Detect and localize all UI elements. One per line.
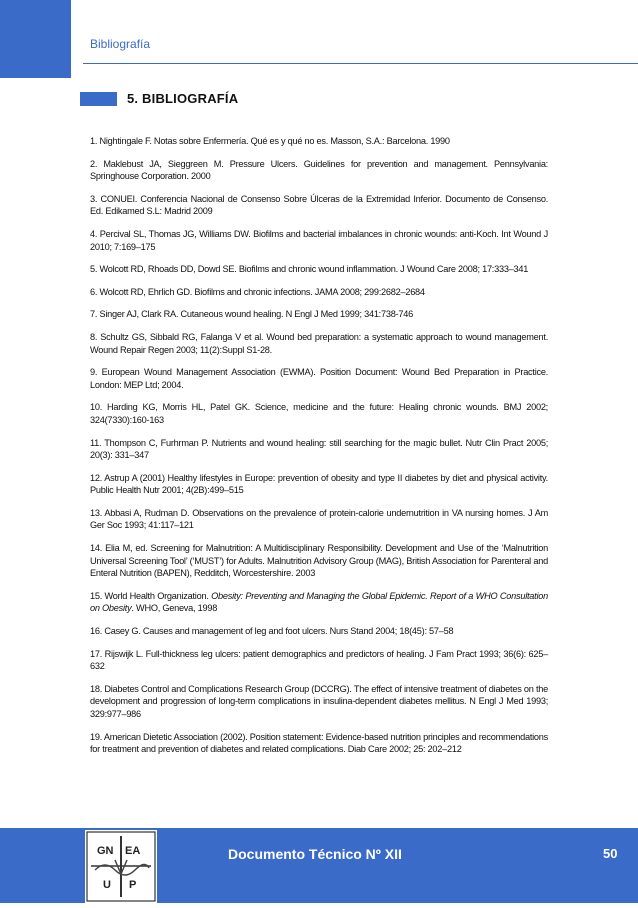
reference-item: 7. Singer AJ, Clark RA. Cutaneous wound healing. N Engl J Med 1999; 341:738-746: [90, 309, 413, 320]
running-header: Bibliografía: [90, 37, 151, 51]
reference-item: [90, 590, 548, 615]
section-marker-bar: [80, 92, 117, 106]
svg-text:GN: GN: [97, 845, 114, 857]
page-number: 50: [603, 846, 618, 861]
reference-item: 2. Maklebust JA, Sieggreen M. Pressure Ulcers. Guidelines for prevention and management. Pennsylvania: Springhouse Corporation. 2000: [90, 158, 548, 182]
gneaupp-logo: [85, 830, 157, 903]
document-title: Documento Técnico Nº XII: [228, 846, 402, 862]
reference-text: 15. World Health Organization.: [90, 590, 212, 601]
reference-item: 9. European Wound Management Association (EWMA). Position Document: Wound Bed Preparation in Practice. London: MEP Ltd; 2004.: [90, 367, 548, 390]
reference-item: 6. Wolcott RD, Ehrlich GD. Biofilms and chronic infections. JAMA 2008; 299:2682–2684: [90, 286, 425, 297]
header-divider: [83, 63, 638, 64]
header-corner-block: [0, 0, 71, 78]
reference-list: [90, 135, 548, 766]
reference-item: 17. Rijswijk L. Full-thickness leg ulcers: patient demographics and predictors of healing. J Fam Pract 1993; 36(6): 625–632: [90, 648, 548, 672]
reference-italic-title: Obesity: Preventing and Managing the Global Epidemic. Report of a WHO Consultation on Obesity: [90, 590, 548, 614]
reference-item: 12. Astrup A (2001) Healthy lifestyles in Europe: prevention of obesity and type II diabetes by diet and physical activity. Public Health Nutr 2001; 4(2B):499–515: [90, 472, 548, 496]
reference-item: 1. Nightingale F. Notas sobre Enfermería. Qué es y qué no es. Masson, S.A.: Barcelona. 1990: [90, 136, 450, 146]
svg-text:U: U: [103, 879, 111, 891]
reference-item: 11. Thompson C, Furhrman P. Nutrients and wound healing: still searching for the magic bullet. Nutr Clin Pract 2005; 20(3): 331–347: [90, 437, 548, 461]
reference-item: 3. CONUEI. Conferencia Nacional de Consenso Sobre Úlceras de la Extremidad Inferior. Documento de Consenso. Ed. Edikamed S.L: Madrid 2009: [90, 193, 548, 217]
reference-item: 5. Wolcott RD, Rhoads DD, Dowd SE. Biofilms and chronic wound inflammation. J Wound Care 2008; 17:333–341: [90, 264, 529, 275]
reference-item: 4. Percival SL, Thomas JG, Williams DW. Biofilms and bacterial imbalances in chronic wounds: anti-Koch. Int Wound J 2010; 7:169–175: [90, 228, 548, 252]
reference-text: . WHO, Geneva, 1998: [131, 603, 218, 614]
reference-item: 13. Abbasi A, Rudman D. Observations on the prevalence of protein-calorie undernutrition in VA nursing homes. J Am Ger Soc 1993; 41:117–121: [90, 507, 548, 531]
reference-item: 10. Harding KG, Morris HL, Patel GK. Science, medicine and the future: Healing chronic wounds. BMJ 2002; 324(7330):160-163: [90, 402, 548, 425]
section-heading: 5. BIBLIOGRAFÍA: [127, 91, 239, 106]
reference-item: 18. Diabetes Control and Complications Research Group (DCCRG). The effect of intensive treatment of diabetes on the development and progression of long-term complications in insulina-dependent diabetes mellitus. N Engl J Med 1993; 329:977–986: [90, 683, 548, 719]
reference-item: 19. American Dietetic Association (2002). Position statement: Evidence-based nutrition principles and recommendations for treatment and prevention of diabetes and related complications. Diab Care 2002; 25: 202–212: [90, 731, 548, 755]
reference-item: 14. Elia M, ed. Screening for Malnutrition: A Multidisciplinary Responsibility. Development and Use of the ‘Malnutrition Universal Screening Tool’ (‘MUST’) for Adults. Malnutrition Advisory Group (MAG), British Association for Parenteral and Enteral Nutrition (BAPEN), Redditch, Worcestershire. 2003: [90, 543, 548, 579]
reference-item: 16. Casey G. Causes and management of leg and foot ulcers. Nurs Stand 2004; 18(45): 57–58: [90, 626, 454, 637]
svg-text:P: P: [129, 879, 137, 891]
gneaupp-logo-graphic: [85, 830, 157, 903]
reference-item: 8. Schultz GS, Sibbald RG, Falanga V et al. Wound bed preparation: a systematic approach to wound management. Wound Repair Regen 2003; 11(2):Suppl S1-28.: [90, 331, 548, 355]
svg-text:EA: EA: [125, 845, 141, 857]
